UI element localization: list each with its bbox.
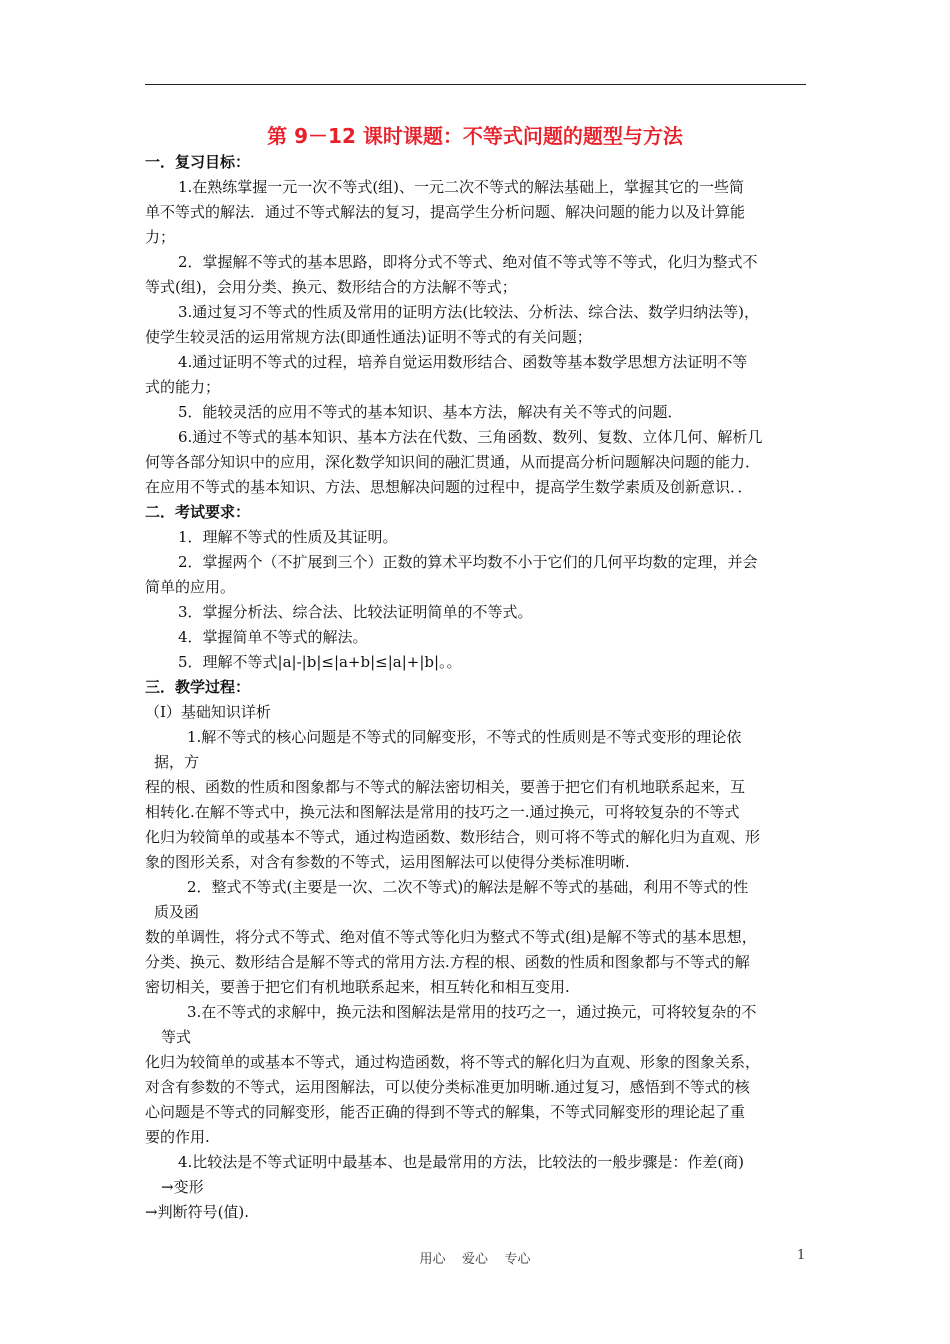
section-heading-teaching-process: 三．教学过程：	[145, 678, 251, 696]
paragraph-line: 1.解不等式的核心问题是不等式的同解变形，不等式的性质则是不等式变形的理论依	[187, 728, 742, 746]
paragraph-line: 4．掌握简单不等式的解法。	[178, 628, 368, 646]
paragraph-line: 要的作用.	[145, 1128, 210, 1146]
paragraph-line: 程的根、函数的性质和图象都与不等式的解法密切相关，要善于把它们有机地联系起来，互	[145, 778, 746, 796]
paragraph-line: 力；	[145, 228, 176, 246]
paragraph-line: 1．理解不等式的性质及其证明。	[178, 528, 398, 546]
paragraph-line: 使学生较灵活的运用常规方法(即通性通法)证明不等式的有关问题；	[145, 328, 592, 346]
paragraph-line: 等式(组)，会用分类、换元、数形结合的方法解不等式；	[145, 278, 517, 296]
paragraph-line: 据，方	[154, 753, 200, 771]
paragraph-line: 分类、换元、数形结合是解不等式的常用方法.方程的根、函数的性质和图象都与不等式的解	[145, 953, 750, 971]
paragraph-line: 3.在不等式的求解中，换元法和图解法是常用的技巧之一，通过换元，可将较复杂的不	[187, 1003, 757, 1021]
paragraph-line: 相转化.在解不等式中，换元法和图解法是常用的技巧之一.通过换元，可将较复杂的不等式	[145, 803, 740, 821]
paragraph-line: 简单的应用。	[145, 578, 236, 596]
document-title: 第 9－12 课时课题：不等式问题的题型与方法	[267, 124, 683, 148]
section-heading-review-goals: 一．复习目标：	[145, 153, 251, 171]
paragraph-line: →判断符号(值).	[145, 1203, 250, 1221]
paragraph-line: 1.在熟练掌握一元一次不等式(组)、一元二次不等式的解法基础上，掌握其它的一些简	[178, 178, 745, 196]
paragraph-line: 质及函	[154, 903, 200, 921]
paragraph-line: 数的单调性，将分式不等式、绝对值不等式等化归为整式不等式(组)是解不等式的基本思想，	[145, 928, 757, 946]
paragraph-line: 何等各部分知识中的应用，深化数学知识间的融汇贯通，从而提高分析问题解决问题的能力．	[145, 453, 761, 471]
subsection-heading: （Ⅰ）基础知识详析	[145, 703, 271, 721]
paragraph-line: 3.通过复习不等式的性质及常用的证明方法(比较法、分析法、综合法、数学归纳法等)，	[178, 303, 760, 321]
paragraph-line: 2．掌握解不等式的基本思路，即将分式不等式、绝对值不等式等不等式，化归为整式不	[178, 253, 758, 271]
paragraph-line: 对含有参数的不等式，运用图解法，可以使分类标准更加明晰.通过复习，感悟到不等式的核	[145, 1078, 750, 1096]
paragraph-line: 3．掌握分析法、综合法、比较法证明简单的不等式。	[178, 603, 533, 621]
paragraph-line: 2．掌握两个（不扩展到三个）正数的算术平均数不小于它们的几何平均数的定理，并会	[178, 553, 758, 571]
paragraph-line: 4.通过证明不等式的过程，培养自觉运用数形结合、函数等基本数学思想方法证明不等	[178, 353, 748, 371]
paragraph-line: 在应用不等式的基本知识、方法、思想解决问题的过程中，提高学生数学素质及创新意识．．	[145, 478, 753, 496]
page-number: 1	[797, 1248, 806, 1263]
section-heading-exam-requirements: 二．考试要求：	[145, 503, 251, 521]
paragraph-line: 6.通过不等式的基本知识、基本方法在代数、三角函数、数列、复数、立体几何、解析几	[178, 428, 763, 446]
paragraph-line: 等式	[161, 1028, 192, 1046]
footer-motto: 用心 爱心 专心	[419, 1252, 531, 1267]
paragraph-line: 5．能较灵活的应用不等式的基本知识、基本方法，解决有关不等式的问题．	[178, 403, 683, 421]
paragraph-line: 心问题是不等式的同解变形，能否正确的得到不等式的解集，不等式同解变形的理论起了重	[145, 1103, 746, 1121]
paragraph-line: 式的能力；	[145, 378, 221, 396]
paragraph-line: 化归为较简单的或基本不等式，通过构造函数，将不等式的解化归为直观、形象的图象关系，	[145, 1053, 761, 1071]
paragraph-line: 单不等式的解法．通过不等式解法的复习，提高学生分析问题、解决问题的能力以及计算能	[145, 203, 746, 221]
paragraph-line: 5．理解不等式|a|-|b|≤|a+b|≤|a|+|b|。。	[178, 653, 462, 671]
paragraph-line: 2．整式不等式(主要是一次、二次不等式)的解法是解不等式的基础，利用不等式的性	[187, 878, 749, 896]
paragraph-line: 象的图形关系，对含有参数的不等式，运用图解法可以使得分类标准明晰.	[145, 853, 630, 871]
header-rule	[145, 84, 806, 85]
paragraph-line: 密切相关，要善于把它们有机地联系起来，相互转化和相互变用.	[145, 978, 570, 996]
paragraph-line: →变形	[161, 1178, 204, 1196]
paragraph-line: 化归为较简单的或基本不等式，通过构造函数、数形结合，则可将不等式的解化归为直观、形	[145, 828, 761, 846]
paragraph-line: 4.比较法是不等式证明中最基本、也是最常用的方法，比较法的一般步骤是：作差(商)	[178, 1153, 745, 1171]
